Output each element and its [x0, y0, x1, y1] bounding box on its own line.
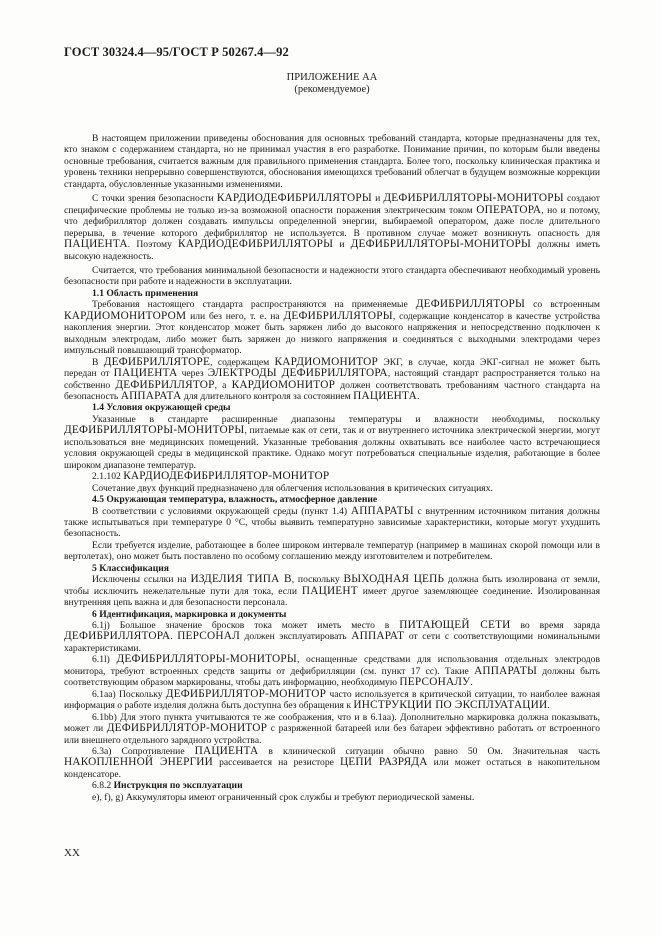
text: , содержащем [210, 356, 275, 368]
text: 6.1l) [92, 654, 117, 666]
paragraph [64, 265, 600, 288]
term: КАРДИОМОНИТОР [274, 355, 379, 368]
text: со встроенным [525, 299, 600, 311]
text: от сети с соответствующими номинальными характеристиками. [64, 631, 600, 654]
paragraph [64, 471, 600, 482]
term: КАРДИОМОНИТОРОМ [64, 309, 187, 322]
term: АППАРАТА [120, 389, 182, 402]
text: и [333, 239, 351, 251]
text: должны быть соответствующим образом маркированы, чтобы дать информацию, необходимую [64, 665, 600, 689]
term: ДЕФИБРИЛЛЯТОР-МОНИТОР [106, 722, 268, 735]
text: должен соответствовать требованиям частного стандарта на безопасность [64, 379, 600, 402]
text: во время заряда [510, 620, 600, 632]
text: 1.4 Условия окружающей среды [92, 402, 231, 414]
text: Требования настоящего стандарта распространяются на применяемые [92, 299, 416, 311]
text: часто используется в критической ситуации, то наиболее важная информация о работе изделия должна быть доступна без обращения к [64, 688, 600, 712]
text: 6.1aa) Поскольку [92, 688, 166, 700]
text: имеет другое заземляющее соединение. Изолированная внутренняя цепь важна и для безопасности персонала. [64, 585, 600, 609]
text: С точки зрения безопасности [92, 193, 217, 205]
text: e), f), g) Аккумуляторы имеют ограниченный срок службы и требуют периодической замены. [92, 791, 475, 803]
paragraph [64, 654, 600, 688]
text: Сочетание двух функций предназначено для облегчения использования в критических ситуациях. [92, 482, 493, 494]
appendix-title: ПРИЛОЖЕНИЕ АА [286, 72, 378, 83]
paragraph [64, 357, 600, 403]
text: . Поэтому [127, 239, 179, 251]
section-heading [64, 563, 600, 574]
paragraph [64, 792, 600, 803]
term: ДЕФИБРИЛЛЯТОРЫ-МОНИТОРЫ [116, 653, 297, 666]
paragraph [64, 133, 600, 190]
text: 6.1j) Большое значение бросков тока может иметь место в [92, 620, 400, 632]
text: . [416, 390, 420, 402]
term: ПАЦИЕНТА [194, 745, 259, 758]
term: АППАРАТ [351, 630, 405, 643]
term: ЭЛЕКТРОДЫ ДЕФИБРИЛЛЯТОРА [207, 367, 388, 380]
section-heading [64, 609, 600, 620]
paragraph [64, 540, 600, 563]
text: в клинической ситуации обычно равно 50 Ом. Значительная часть [258, 746, 600, 758]
text: 6.1bb) Для этого пункта учитываются те же соображения, что и в 6.1aa). Дополнительно маркировка должна показывать, может ли [64, 711, 600, 735]
paragraph [64, 299, 600, 356]
text: 6 Идентификация, маркировка и документы [92, 608, 287, 620]
text: должна быть изолирована от земли, чтобы исключить нежелательные пути для тока, если [64, 574, 601, 597]
paragraph [64, 712, 600, 746]
term: ПЕРСОНАЛУ [399, 676, 471, 689]
text: 4.5 Окружающая температура, влажность, атмосферное давление [92, 494, 378, 506]
appendix-subtitle: (рекомендуемое) [294, 84, 370, 95]
paragraph [64, 193, 600, 262]
text: Если требуется изделие, работающее в более широком интервале температур (например в машинах скорой помощи или в вертолетах), оно может быть поставлено по особому соглашению между изготовителем и потребителем. [64, 539, 600, 563]
paragraph [64, 689, 600, 712]
term: ДЕФИБРИЛЛЯТОРЫ [283, 309, 393, 322]
text: или без него, т. е. на [186, 310, 284, 322]
page-number: XX [64, 847, 80, 859]
paragraph [64, 746, 600, 780]
term: ДЕФИБРИЛЛЯТОРЕ [103, 355, 211, 368]
text: , а [214, 379, 232, 391]
text: и [371, 193, 384, 205]
text: В [92, 356, 104, 368]
text: создают специфические проблемы не только из-за возможной опасности поражения электрическим током [64, 193, 601, 216]
term: КАРДИОДЕФИБРИЛЛЯТОРЫ [216, 192, 372, 205]
term: ДЕФИБРИЛЛЯТОРА [64, 630, 171, 643]
subheading: Инструкция по эксплуатации [113, 780, 243, 792]
term: КАРДИОДЕФИБРИЛЛЯТОР-МОНИТОР [123, 470, 330, 483]
term: АППАРАТЫ [474, 664, 538, 677]
text: 2.1.102 [92, 471, 124, 483]
text: или может остаться в накопительном конденсаторе. [64, 757, 600, 780]
term: ПАЦИЕНТА [64, 238, 128, 251]
text: , оснащенные средствами для использования отдельных электродов монитора, требуют встроенных средств защиты от дефибрилляции (см. пункт 17 сс). Такие [64, 654, 600, 677]
term: ДЕФИБРИЛЛЯТОРЫ-МОНИТОРЫ [383, 192, 564, 205]
text: В настоящем приложении приведены обоснования для основных требований стандарта, которые предназначены для тех, кто знаком с содержанием стандарта, но не принимал участия в его разработке. Понимание причин, по которым были введены основные требования, считается важным для правильного применения стандарта. Более того, поскольку клиническая практика и уровень техники непрерывно совершенствуются, обоснования имеющихся требований облегчат в будущем возможные коррекции стандарта, обусловленные указанными изменениями. [64, 133, 600, 190]
text: . [547, 700, 550, 712]
term: ВЫХОДНАЯ ЦЕПЬ [343, 573, 445, 586]
text: ЭКГ, в случае, когда ЭКГ-сигнал не может быть передан от [64, 356, 600, 380]
text: , настоящий стандарт распространяется только на собственно [64, 368, 600, 391]
text: для длительного контроля за состоянием [181, 390, 354, 402]
section-heading [64, 494, 600, 505]
text: 5 Классификация [92, 562, 169, 574]
term: ПЕРСОНАЛ [177, 630, 240, 643]
term: НАКОПЛЕННОЙ ЭНЕРГИИ [64, 756, 214, 769]
text: 6.3a) Сопротивление [92, 746, 195, 758]
term: ПИТАЮЩЕЙ СЕТИ [399, 619, 511, 632]
term: ДЕФИБРИЛЛЯТОРЫ-МОНИТОРЫ [350, 238, 532, 251]
term: ОПЕРАТОРА [476, 203, 542, 216]
text: Исключены ссылки на [92, 574, 191, 586]
text: через [177, 368, 208, 380]
term: ПАЦИЕНТА [113, 367, 178, 380]
term: ДЕФИБРИЛЛЯТОР [115, 378, 215, 391]
paragraph [64, 506, 600, 540]
text: должны иметь высокую надежность. [64, 239, 600, 262]
text: 6.8.2 [92, 780, 114, 792]
text: с разряженной батареей или без батареи эффективно работать от встроенного или внешнего отдельного зарядного устройства. [64, 723, 600, 746]
term: ДЕФИБРИЛЛЯТОРЫ [415, 298, 526, 311]
paragraph [64, 414, 600, 471]
term: КАРДИОМОНИТОР [231, 378, 336, 391]
term: ЦЕПИ РАЗРЯДА [339, 756, 428, 769]
paragraph [64, 780, 600, 791]
text: Указанные в стандарте расширенные диапазоны температуры и влажности необходимы, поскольку [92, 413, 600, 425]
term: ИНСТРУКЦИИ ПО ЭКСПЛУАТАЦИИ [353, 699, 548, 712]
paragraph [64, 483, 600, 494]
text: рассеивается на резисторе [213, 757, 340, 769]
text: . [470, 677, 473, 689]
term: ДЕФИБРИЛЛЯТОРЫ-МОНИТОРЫ [64, 424, 245, 437]
text: должен эксплуатировать [239, 631, 352, 643]
text: . [170, 631, 178, 643]
paragraph [64, 620, 600, 654]
paragraph [64, 574, 600, 608]
term: КАРДИОДЕФИБРИЛЛЯТОРЫ [178, 238, 334, 251]
section-heading [64, 402, 600, 413]
text: , поскольку [291, 574, 344, 586]
document-header: ГОСТ 30324.4—95/ГОСТ Р 50267.4—92 [64, 45, 289, 59]
term: ПАЦИЕНТА [353, 389, 417, 402]
appendix-body [64, 133, 600, 803]
term: ИЗДЕЛИЯ ТИПА В [190, 573, 292, 586]
text: , но и потому, что дефибриллятор должен создавать импульсы определенной энергии, выбираемой оператором, даже после длительного перерыва, в течение которого дефибриллятор не используется. В противном случае может возникнуть опасность для [64, 204, 600, 239]
term: АППАРАТЫ [350, 504, 414, 517]
text: Считается, что требования минимальной безопасности и надежности этого стандарта обеспечивают необходимый уровень безопасности при работе и надежности в эксплуатации. [64, 264, 600, 288]
text: с внутренним источником питания должны также испытываться при температуре 0 °С, чтобы выявить температурно зависимые характеристики, которые могут ухудшить безопасность. [64, 505, 601, 540]
text: 1.1 Область применения [92, 287, 199, 299]
text: В соответствии с условиями окружающей среды (пункт 1.4) [92, 505, 351, 517]
text: , питаемые как от сети, так и от внутреннего источника электрической энергии, могут использоваться вне медицинских помещений. Указанные требования должны охватывать все наиболее часто встречающиеся условия окружающей среды в медицинской практике. Однако могут потребоваться специальные изделия, работающие в более широком диапазоне температур. [64, 425, 600, 471]
text: , содержащие конденсатор в качестве устройства накопления энергии. Этот конденсатор может быть заряжен либо до высокого напряжения и непосредственно подключен к выходным электродам, либо может быть заряжен до низкого напряжения и соединяться с выходными электродами через импульсный повышающий трансформатор. [64, 310, 600, 357]
term: ПАЦИЕНТ [301, 584, 358, 597]
term: ДЕФИБРИЛЛЯТОР-МОНИТОР [165, 687, 327, 700]
